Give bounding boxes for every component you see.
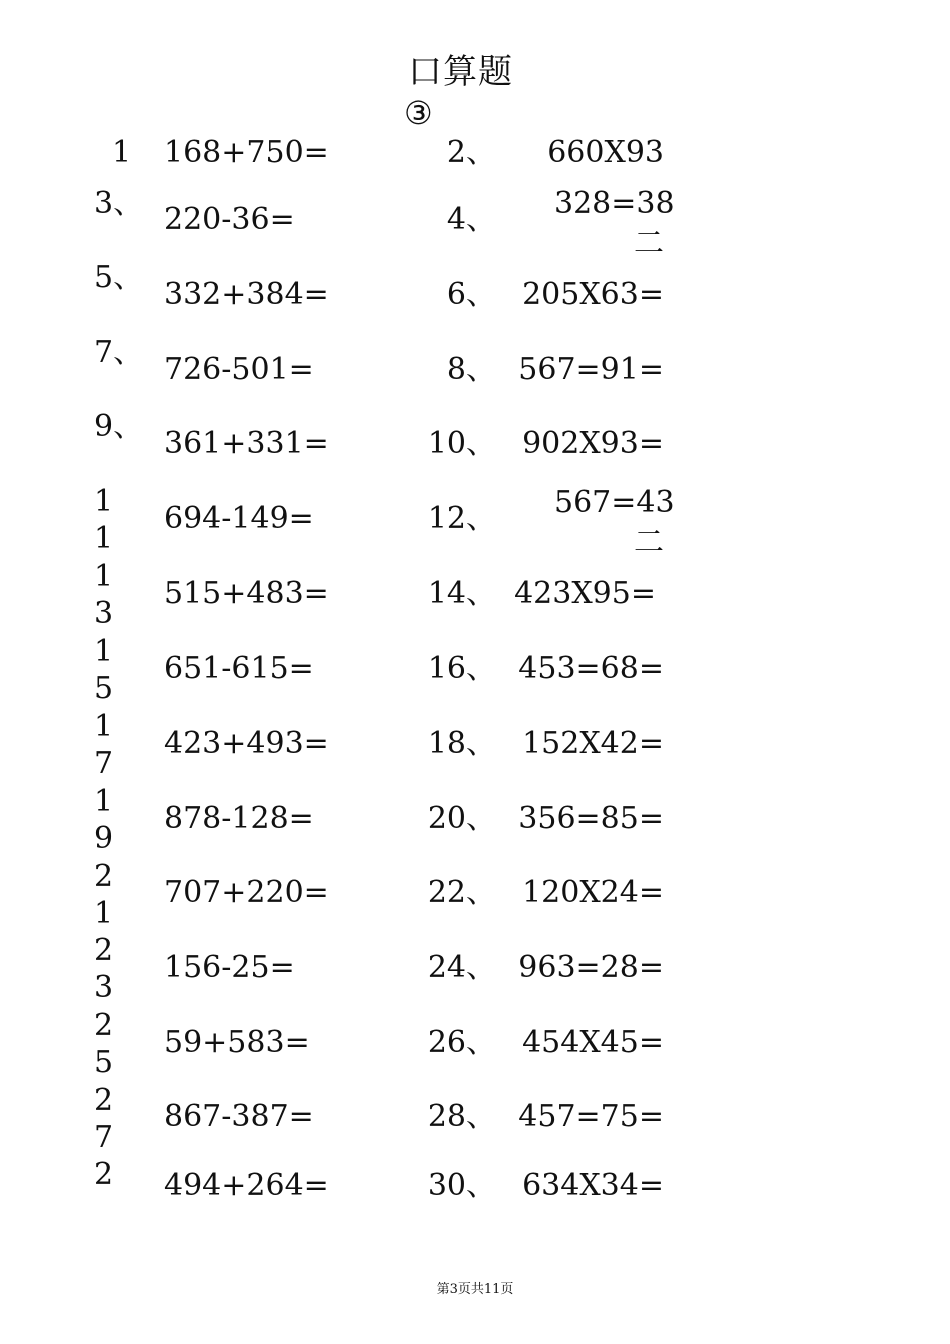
page-footer: 第3页共11页 [436, 1282, 514, 1297]
problem-expression: 878-128= [164, 801, 314, 836]
problem-expression: 634X34= [522, 1168, 664, 1203]
problem-number: 4、 [446, 202, 496, 237]
problem-number: 18、 [427, 726, 496, 761]
problem-number: 2、 [446, 135, 496, 170]
problem-expression: 361+331= [164, 426, 329, 461]
problem-number: 3、 [94, 186, 144, 221]
problem-number: 6、 [446, 277, 496, 312]
problem-expression: 694-149= [164, 501, 314, 536]
problem-number: 5、 [94, 260, 144, 295]
problem-number: 27 [94, 1083, 114, 1155]
problem-number: 12、 [427, 501, 496, 536]
problem-number: 21 [94, 859, 114, 931]
problem-expression: 453=68= [518, 651, 664, 686]
problem-number: 8、 [446, 352, 496, 387]
problem-expression: 332+384= [164, 277, 329, 312]
problem-number: 28、 [427, 1099, 496, 1134]
problem-number: 14、 [427, 576, 496, 611]
problem-expression: 963=28= [518, 950, 664, 985]
problem-number: 30、 [427, 1168, 496, 1203]
problem-number: 2 [94, 1157, 114, 1192]
problem-expression: 156-25= [164, 950, 295, 985]
problem-expression: 651-615= [164, 651, 314, 686]
problem-number: 19 [94, 784, 114, 856]
problem-expression: 567=91= [518, 352, 664, 387]
problem-number: 15 [94, 634, 114, 706]
problem-expression: 152X42= [522, 726, 664, 761]
problem-number: 7、 [94, 335, 144, 370]
problem-expression: 328=38二 [554, 186, 675, 261]
problem-expression: 423X95= [514, 576, 656, 611]
problem-number: 1 [112, 135, 132, 170]
problem-expression: 356=85= [518, 801, 664, 836]
problem-number: 9、 [94, 409, 144, 444]
problem-number: 13 [94, 559, 114, 631]
problem-expression: 423+493= [164, 726, 329, 761]
problem-number: 23 [94, 933, 114, 1005]
problem-expression: 707+220= [164, 875, 329, 910]
problem-expression: 515+483= [164, 576, 329, 611]
problem-number: 17 [94, 709, 114, 781]
problem-number: 26、 [427, 1025, 496, 1060]
problem-expression: 867-387= [164, 1099, 314, 1134]
problem-expression: 660X93 [547, 135, 664, 170]
problem-expression: 726-501= [164, 352, 314, 387]
problem-expression: 454X45= [522, 1025, 664, 1060]
problem-number: 24、 [427, 950, 496, 985]
problem-expression: 494+264= [164, 1168, 329, 1203]
problem-expression: 220-36= [164, 202, 295, 237]
problem-number: 20、 [427, 801, 496, 836]
problem-number: 16、 [427, 651, 496, 686]
problem-expression: 902X93= [522, 426, 664, 461]
problem-expression: 457=75= [518, 1099, 664, 1134]
page-subtitle: ③ [404, 94, 433, 132]
problem-expression: 168+750= [164, 135, 329, 170]
problem-number: 25 [94, 1008, 114, 1080]
page-title: 口算题 [408, 52, 513, 92]
problem-number: 11 [94, 484, 114, 556]
problem-number: 10、 [427, 426, 496, 461]
problem-expression: 205X63= [522, 277, 664, 312]
problem-expression: 567=43二 [554, 485, 675, 560]
problem-expression: 59+583= [164, 1025, 310, 1060]
problem-number: 22、 [427, 875, 496, 910]
problem-expression: 120X24= [522, 875, 664, 910]
